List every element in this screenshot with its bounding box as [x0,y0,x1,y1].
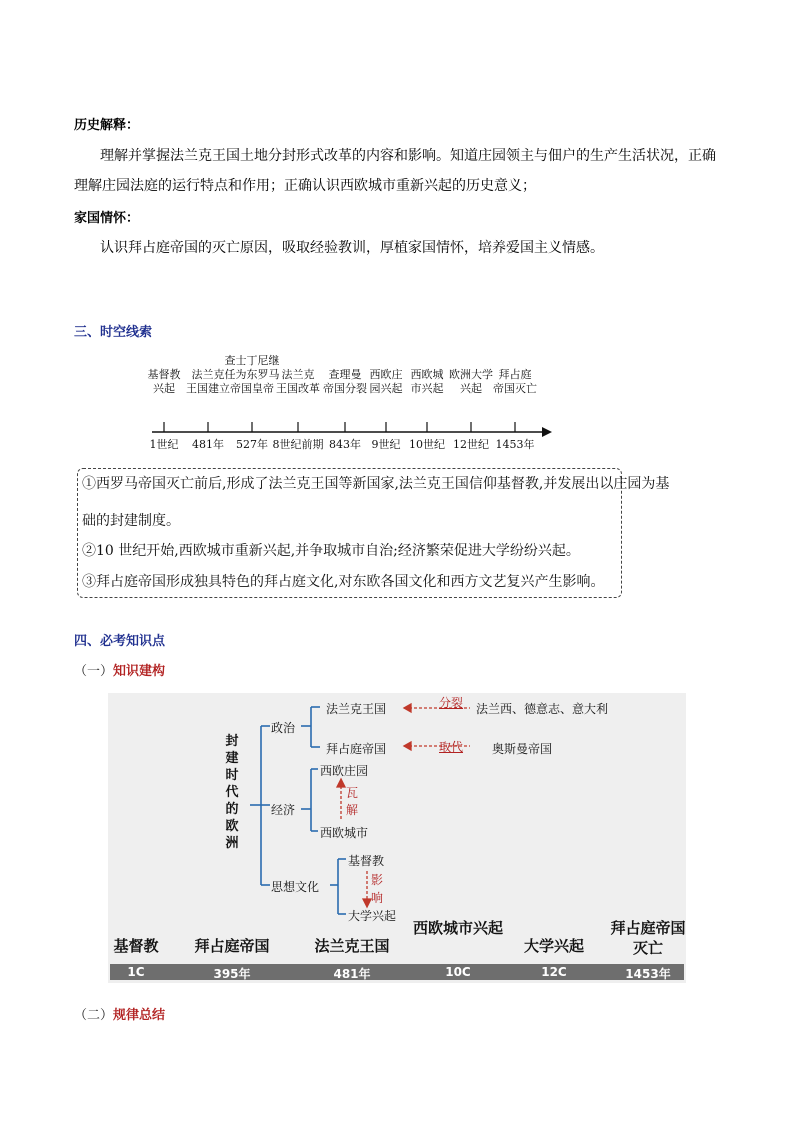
timeline-event-8-line-0: 拜占庭 [498,368,532,381]
timeline-event-4-line-0: 查理曼 [328,368,362,381]
bottom-date-4: 12C [541,965,567,979]
summary-line-1: ①西罗马帝国灭亡前后,形成了法兰克王国等新国家,法兰克王国信仰基督教,并发展出以庄园为基 [82,476,670,492]
timeline-event-2-line-1: 任为东罗马 [224,368,280,381]
summary-line-4: ③拜占庭帝国形成独具特色的拜占庭文化,对东欧各国文化和西方文艺复兴产生影响。 [82,574,605,590]
bottom-event-0: 基督教 [113,937,159,955]
label-split: 分裂 [439,696,464,710]
knowledge-structure [108,693,686,983]
timeline-event-4-line-1: 帝国分裂 [323,382,367,395]
section4-title: 四、必考知识点 [74,634,166,649]
timeline-date-5: 9世纪 [371,438,401,451]
timeline-event-3-line-1: 王国改革 [276,382,320,395]
label-influence-2: 响 [371,891,384,905]
timeline-date-8: 1453年 [495,438,535,451]
root-char-5: 欧 [225,819,239,834]
summary-line-3: ②10 世纪开始,西欧城市重新兴起,并争取城市自治;经济繁荣促进大学纷纷兴起。 [82,543,580,559]
node-culture: 思想文化 [271,880,320,894]
section3-title: 三、时空线索 [74,325,153,340]
timeline-date-6: 10世纪 [409,438,445,451]
bottom-event-3: 西欧城市兴起 [413,919,504,937]
subsection-2-title [74,1004,165,1023]
root-char-2: 时 [225,768,239,783]
structure-root [224,733,240,852]
label-replace: 取代 [439,740,464,754]
subsection-1-title [74,660,165,679]
history-explanation-line1: 理解并掌握法兰克王国土地分封形式改革的内容和影响。知道庄园领主与佃户的生产生活状况，正确 [100,148,716,164]
timeline-event-1-line-1: 王国建立 [186,382,230,395]
label-disintegrate-1: 瓦 [346,786,359,800]
node-frank: 法兰克王国 [326,702,387,716]
subsection-1-paren: （一） [74,664,114,679]
node-politics: 政治 [271,721,296,735]
timeline-event-6-line-0: 西欧城 [410,368,444,381]
subsection-1-label: 知识建构 [113,664,166,679]
history-explanation-line2: 理解庄园法庭的运行特点和作用；正确认识西欧城市重新兴起的历史意义； [74,178,536,194]
timeline-event-0-line-1: 兴起 [153,382,175,395]
timeline-event-3-line-0: 法兰克 [281,368,315,381]
label-influence-1: 影 [371,873,384,887]
timeline-date-3: 8世纪前期 [272,438,324,451]
node-byzantine: 拜占庭帝国 [326,742,387,756]
summary-line-2: 础的封建制度。 [82,513,180,529]
root-char-3: 代 [225,785,239,800]
bottom-date-2: 481年 [333,967,371,981]
node-university: 大学兴起 [348,909,397,923]
node-manor: 西欧庄园 [320,764,369,778]
root-char-6: 洲 [225,836,239,851]
timeline [138,334,558,460]
history-explanation-heading: 历史解释： [74,118,140,133]
split-result: 法兰西、德意志、意大利 [476,702,609,716]
subsection-2-paren: （二） [74,1008,114,1023]
root-char-1: 建 [225,751,239,766]
label-disintegrate-2: 解 [346,803,359,817]
bottom-date-1: 395年 [213,967,251,981]
timeline-event-1-line-0: 法兰克 [191,368,225,381]
patriotism-heading: 家国情怀： [74,211,140,226]
bottom-event-4: 大学兴起 [523,937,584,955]
replace-result: 奥斯曼帝国 [492,742,553,756]
summary-box [77,468,670,598]
timeline-event-2-line-0: 查士丁尼继 [224,354,280,367]
node-economy: 经济 [271,803,296,817]
timeline-event-8-line-1: 帝国灭亡 [493,382,537,395]
node-city: 西欧城市 [320,826,369,840]
timeline-event-7-line-1: 兴起 [460,382,482,395]
node-christianity: 基督教 [348,854,385,868]
bottom-event-2: 法兰克王国 [314,937,390,955]
patriotism-line1: 认识拜占庭帝国的灭亡原因，吸取经验教训，厚植家国情怀，培养爱国主义情感。 [100,240,604,256]
timeline-date-1: 481年 [192,438,224,451]
root-char-4: 的 [225,802,239,817]
bottom-date-3: 10C [445,965,471,979]
timeline-event-5-line-1: 园兴起 [369,382,403,395]
bottom-event-5: 拜占庭帝国灭亡 [610,919,686,957]
root-char-0: 封 [225,734,239,749]
timeline-event-6-line-1: 市兴起 [410,382,444,395]
timeline-event-7-line-0: 欧洲大学 [449,368,493,381]
timeline-date-7: 12世纪 [453,438,489,451]
subsection-2-label: 规律总结 [113,1008,166,1023]
timeline-event-5-line-0: 西欧庄 [369,368,403,381]
timeline-event-0-line-0: 基督教 [147,368,181,381]
bottom-date-0: 1C [127,965,145,979]
bottom-event-1: 拜占庭帝国 [194,937,270,955]
timeline-date-4: 843年 [329,438,361,451]
timeline-date-2: 527年 [236,438,268,451]
timeline-date-0: 1世纪 [149,438,179,451]
timeline-event-2-line-2: 帝国皇帝 [230,382,274,395]
bottom-date-5: 1453年 [625,967,671,981]
